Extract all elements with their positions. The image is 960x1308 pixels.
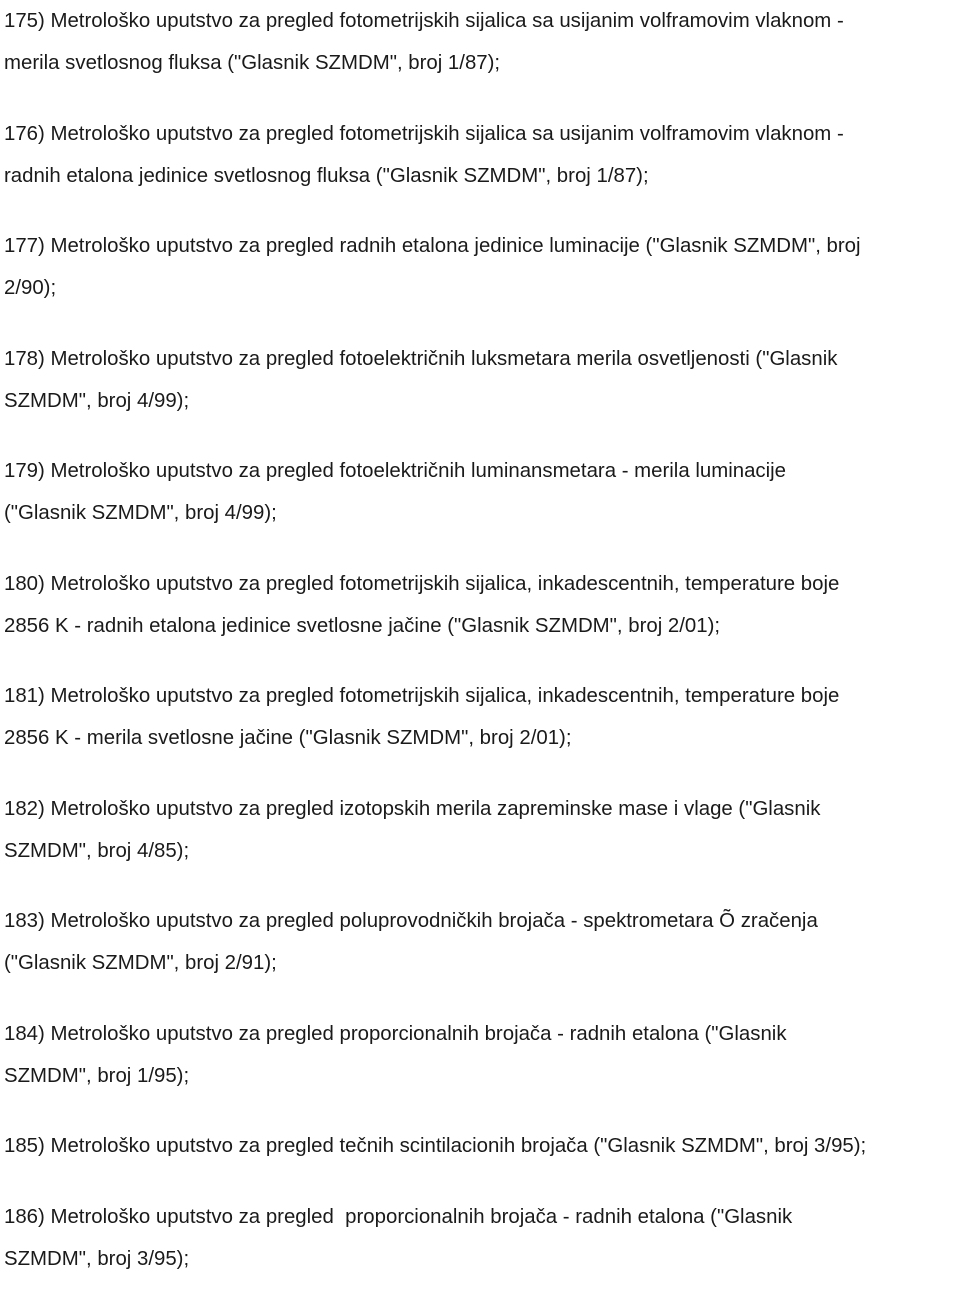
entry-line: 185) Metrološko uputstvo za pregled tečnih scintilacionih brojača ("Glasnik SZMDM", broj 3/95); bbox=[4, 1135, 867, 1157]
list-item-179 bbox=[4, 450, 956, 534]
list-item-182 bbox=[4, 788, 956, 872]
entry-line: 2/90); bbox=[4, 277, 57, 299]
entry-line: 176) Metrološko uputstvo za pregled fotometrijskih sijalica sa usijanim volframovim vlaknom - bbox=[4, 122, 844, 145]
entry-line: 186) Metrološko uputstvo za pregled proporcionalnih brojača - radnih etalona ("Glasnik bbox=[4, 1205, 793, 1228]
list-item-175 bbox=[4, 0, 956, 84]
list-item-181 bbox=[4, 675, 956, 759]
entry-line: 184) Metrološko uputstvo za pregled proporcionalnih brojača - radnih etalona ("Glasnik bbox=[4, 1022, 787, 1045]
list-item-185 bbox=[4, 1125, 956, 1167]
entry-line: SZMDM", broj 4/99); bbox=[4, 389, 190, 412]
list-item-186 bbox=[4, 1196, 956, 1280]
list-item-183 bbox=[4, 900, 956, 984]
entry-line: 180) Metrološko uputstvo za pregled fotometrijskih sijalica, inkadescentnih, temperature boje bbox=[4, 572, 840, 595]
list-item-176 bbox=[4, 113, 956, 197]
entry-line: ("Glasnik SZMDM", broj 2/91); bbox=[4, 952, 277, 974]
entry-line: 183) Metrološko uputstvo za pregled poluprovodničkih brojača - spektrometara Õ zračenja bbox=[4, 910, 818, 932]
entry-line: 182) Metrološko uputstvo za pregled izotopskih merila zapreminske mase i vlage ("Glasnik bbox=[4, 797, 821, 820]
list-item-180 bbox=[4, 563, 956, 647]
entry-line: merila svetlosnog fluksa ("Glasnik SZMDM", broj 1/87); bbox=[4, 52, 501, 74]
entry-line: SZMDM", broj 1/95); bbox=[4, 1064, 190, 1087]
entry-line: 178) Metrološko uputstvo za pregled fotoelektričnih luksmetara merila osvetljenosti ("Glasnik bbox=[4, 347, 838, 370]
regulation-list bbox=[4, 0, 956, 1308]
entry-line: 2856 K - merila svetlosne jačine ("Glasnik SZMDM", broj 2/01); bbox=[4, 727, 572, 749]
entry-line: 179) Metrološko uputstvo za pregled fotoelektričnih luminansmetara - merila luminacije bbox=[4, 460, 787, 482]
entry-line: 175) Metrološko uputstvo za pregled fotometrijskih sijalica sa usijanim volframovim vlaknom - bbox=[4, 10, 844, 32]
entry-line: 181) Metrološko uputstvo za pregled fotometrijskih sijalica, inkadescentnih, temperature boje bbox=[4, 685, 840, 707]
entry-line: 177) Metrološko uputstvo za pregled radnih etalona jedinice luminacije ("Glasnik SZMDM", broj bbox=[4, 235, 861, 257]
entry-line: SZMDM", broj 3/95); bbox=[4, 1247, 190, 1270]
entry-line: SZMDM", broj 4/85); bbox=[4, 839, 190, 862]
list-item-184 bbox=[4, 1013, 956, 1097]
list-item-178 bbox=[4, 338, 956, 422]
entry-line: ("Glasnik SZMDM", broj 4/99); bbox=[4, 502, 277, 524]
entry-line: 2856 K - radnih etalona jedinice svetlosne jačine ("Glasnik SZMDM", broj 2/01); bbox=[4, 614, 721, 637]
list-item-177 bbox=[4, 225, 956, 309]
entry-line: radnih etalona jedinice svetlosnog fluksa ("Glasnik SZMDM", broj 1/87); bbox=[4, 164, 649, 187]
